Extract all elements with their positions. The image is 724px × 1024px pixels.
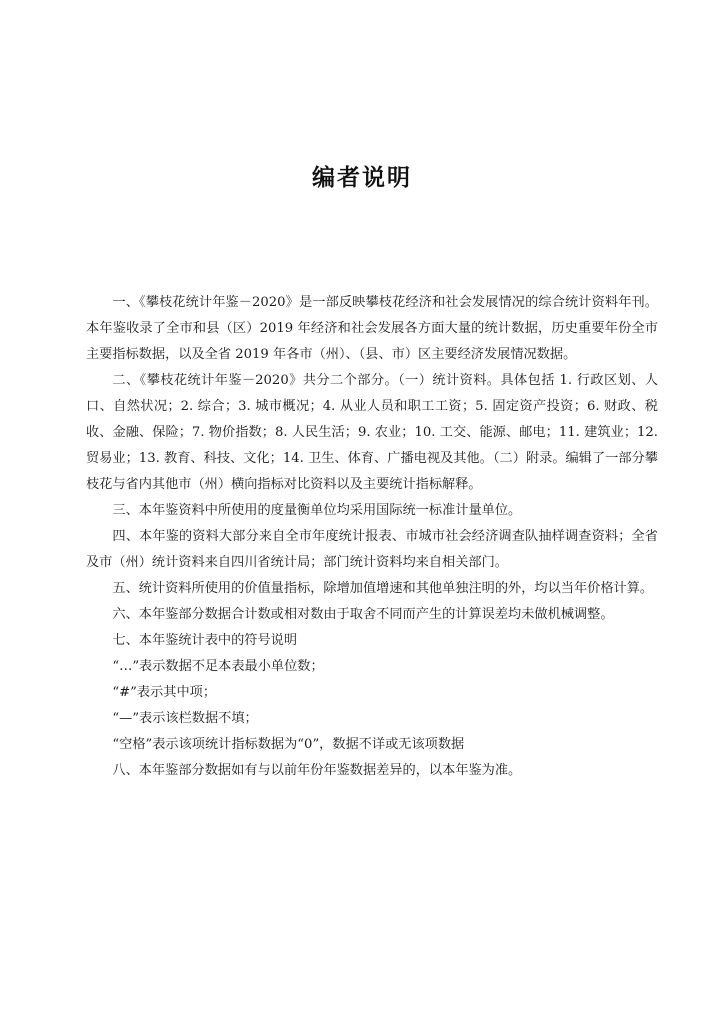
note-paragraph-8: 八、本年鉴部分数据如有与以前年份年鉴数据差异的，以本年鉴为准。 bbox=[112, 763, 522, 778]
symbol-note-blank: “空格”表示该项统计指标数据为“0”，数据不详或无该项数据 bbox=[112, 737, 465, 752]
page-title: 编者说明 bbox=[312, 165, 412, 191]
note-paragraph-5: 五、统计资料所使用的价值量指标，除增加值增速和其他单独注明的外，均以当年价格计算。 bbox=[112, 581, 654, 596]
note-paragraph-3: 三、本年鉴资料中所使用的度量衡单位均采用国际统一标准计量单位。 bbox=[112, 503, 522, 518]
note-paragraph-6: 六、本年鉴部分数据合计数或相对数由于取舍不同而产生的计算误差均未做机械调整。 bbox=[112, 607, 614, 622]
note-paragraph-1: 一、《攀枝花统计年鉴－2020》是一部反映攀枝花经济和社会发展情况的综合统计资料年刊。本年鉴收录了全市和县（区）2019 年经济和社会发展各方面大量的统计数据，历史重要年份全市主要指标数据，以及全省 2019 年各市（州）、（县、市）区主要经济发展情况数据。 bbox=[86, 295, 658, 362]
editorial-notes-body bbox=[86, 290, 658, 784]
note-paragraph-2: 二、《攀枝花统计年鉴－2020》共分二个部分。（一）统计资料。具体包括 1. 行政区划、人口、自然状况；2. 综合；3. 城市概况；4. 从业人员和职工工资；5. 固定资产投资；6. 财政、税收、金融、保险；7. 物价指数；8. 人民生活；9. 农业；10. 工交、能源、邮电；11. 建筑业；12. 贸易业；13. 教育、科技、文化；14. 卫生、体育、广播电视及其他。（二）附录。编辑了一部分攀枝花与省内其他市（州）横向指标对比资料以及主要统计指标解释。 bbox=[86, 373, 658, 492]
symbol-note-dash: “—”表示该栏数据不填； bbox=[112, 711, 258, 726]
note-paragraph-4: 四、本年鉴的资料大部分来自全市年度统计报表、市城市社会经济调查队抽样调查资料；全省及市（州）统计资料来自四川省统计局；部门统计资料均来自相关部门。 bbox=[86, 529, 658, 570]
symbol-note-ellipsis: “…”表示数据不足本表最小单位数； bbox=[112, 659, 324, 674]
note-paragraph-7: 七、本年鉴统计表中的符号说明 bbox=[112, 633, 298, 648]
symbol-note-hash: “#”表示其中项； bbox=[112, 685, 217, 700]
